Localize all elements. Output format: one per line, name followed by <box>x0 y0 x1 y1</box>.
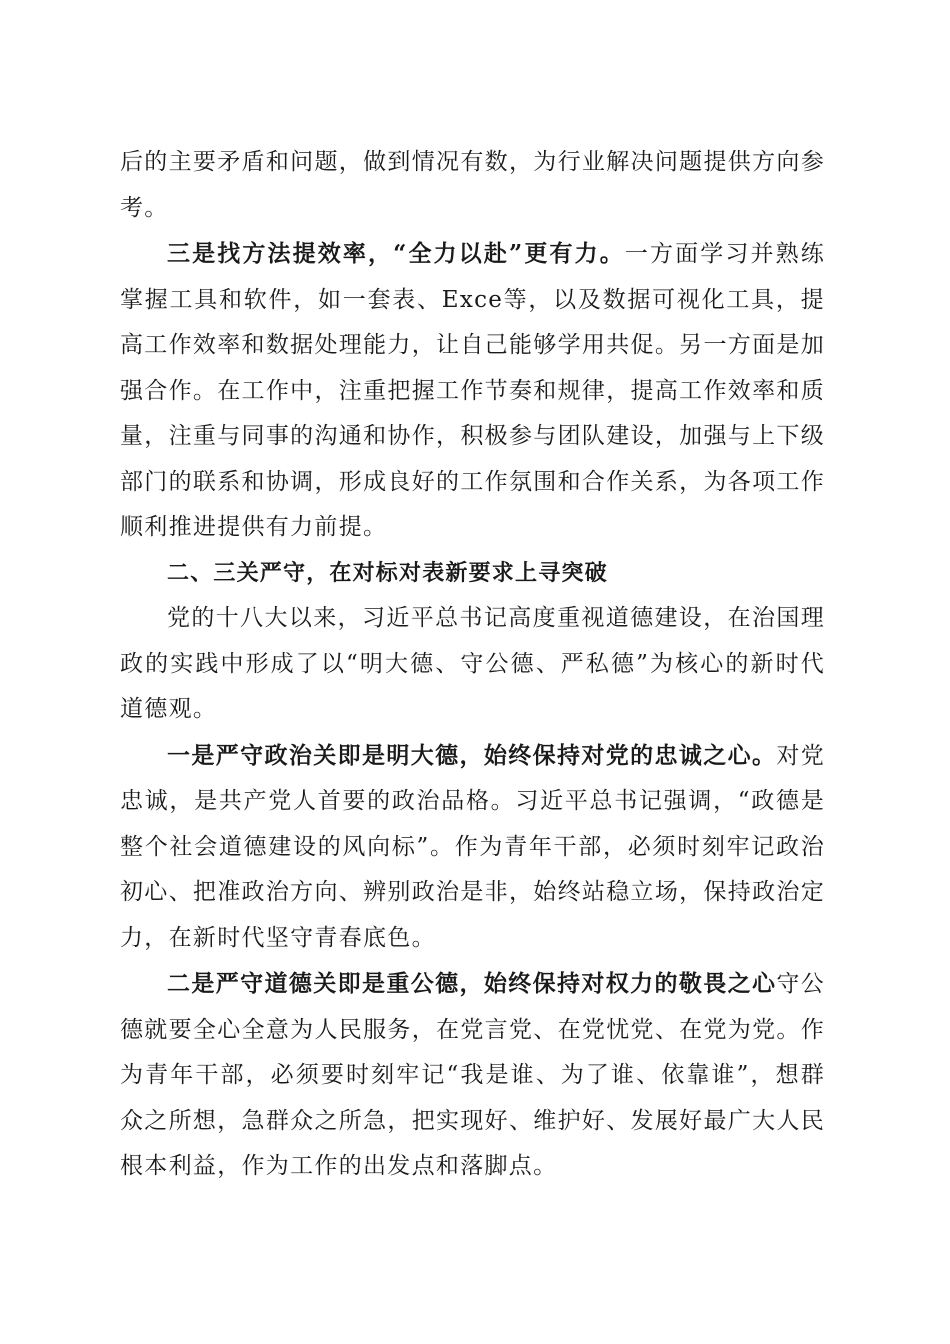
paragraph-text: 对党忠诚，是共产党人首要的政治品格。习近平总书记强调，“政德是整个社会道德建设的风向标”。作为青年干部，必须时刻牢记政治初心、把准政治方向、辨别政治是非，始终站稳立场，保持政治定力，在新时代坚守青春底色。 <box>120 742 826 951</box>
paragraph-public-morality <box>120 961 825 1190</box>
section-heading: 二、三关严守，在对标对表新要求上寻突破 <box>167 560 608 586</box>
paragraph-lead: 三是找方法提效率，“全力以赴”更有力。 <box>167 240 625 267</box>
paragraph-lead: 一是严守政治关即是明大德，始终保持对党的忠诚之心。 <box>167 741 777 769</box>
paragraph-text: 后的主要矛盾和问题，做到情况有数，为行业解决问题提供方向参考。 <box>120 149 825 221</box>
paragraph-text: 守公德就要全心全意为人民服务，在党言党、在党忧党、在党为党。作为青年干部，必须要时刻牢记“我是谁、为了谁、依靠谁”，想群众之所想，急群众之所急，把实现好、维护好、发展好最广大人民根本利益，作为工作的出发点和落脚点。 <box>120 971 826 1179</box>
paragraph-text: 一方面学习并熟练掌握工具和软件，如一套表、Exce等，以及数据可视化工具，提高工作效率和数据处理能力，让自己能够学用共促。另一方面是加强合作。在工作中，注重把握工作节奏和规律，提高工作效率和质量，注重与同事的沟通和协作，积极参与团队建设，加强与上下级部门的联系和协调，形成良好的工作氛围和合作关系，为各项工作顺利推进提供有力前提。 <box>120 241 825 540</box>
paragraph-method-efficiency <box>120 231 825 551</box>
paragraph-lead: 二是严守道德关即是重公德，始终保持对权力的敬畏之心 <box>167 970 777 997</box>
paragraph-political-loyalty <box>120 733 825 962</box>
paragraph-moral-view <box>120 596 825 733</box>
document-page <box>120 140 825 1190</box>
paragraph-continuation <box>120 140 825 231</box>
paragraph-text: 党的十八大以来，习近平总书记高度重视道德建设，在治国理政的实践中形成了以“明大德、守公德、严私德”为核心的新时代道德观。 <box>120 605 825 722</box>
